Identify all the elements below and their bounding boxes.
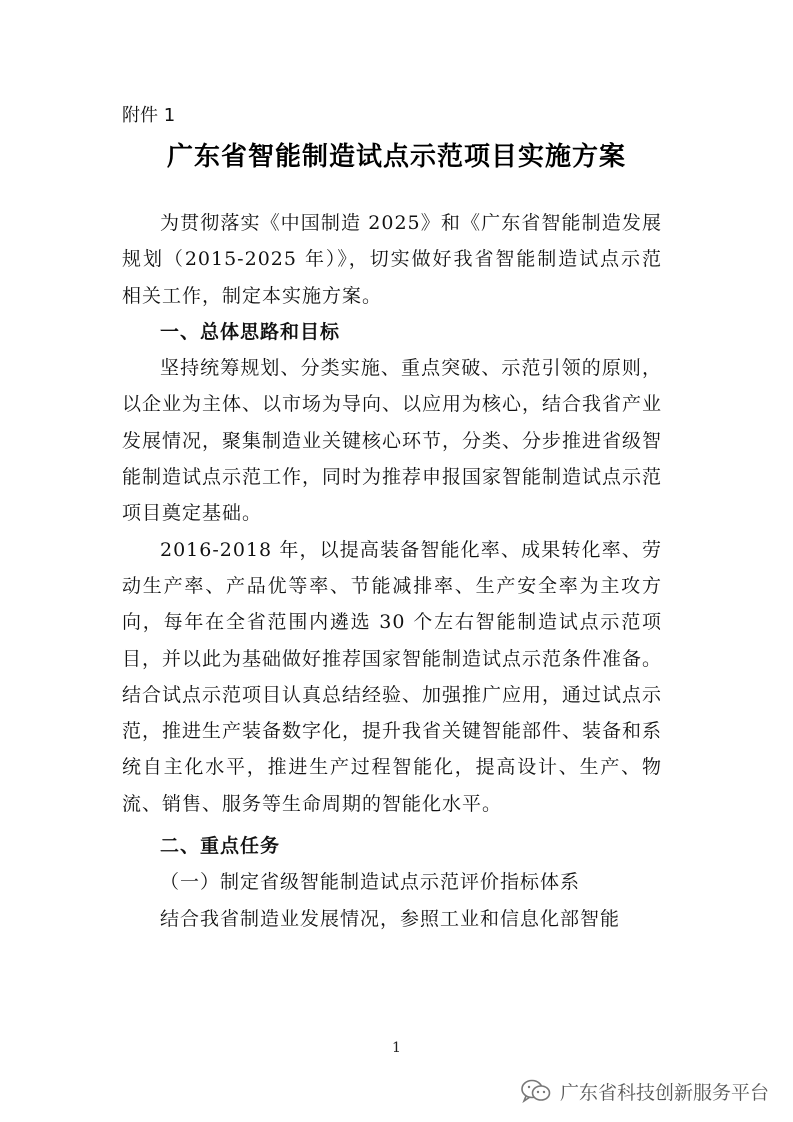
section-heading: 一、总体思路和目标 xyxy=(160,320,341,343)
document-body xyxy=(122,205,662,937)
subsection-heading: （一）制定省级智能制造试点示范评价指标体系 xyxy=(160,871,581,894)
paragraph-principles: 坚持统筹规划、分类实施、重点突破、示范引领的原则，以企业为主体、以市场为导向、以应用为核心，结合我省产业发展情况，聚集制造业关键核心环节，分类、分步推进省级智能制造试点示范工作，同时为推荐申报国家智能制造试点示范项目奠定基础。 xyxy=(122,357,663,525)
wechat-icon xyxy=(520,1078,552,1104)
watermark-text: 广东省科技创新服务平台 xyxy=(559,1081,769,1104)
paragraph-goals: 2016-2018 年，以提高装备智能化率、成果转化率、劳动生产率、产品优等率、节能减排率、生产安全率为主攻方向，每年在全省范围内遴选 30 个左右智能制造试点示范项目，并以此为基础做好推荐国家智能制造试点示范条件准备。结合试点示范项目认真总结经验、加强推广应用，通过试点示范，推进生产装备数字化，提升我省关键智能部件、装备和系统自主化水平，推进生产过程智能化，提高设计、生产、物流、销售、服务等生命周期的智能化水平。 xyxy=(122,538,663,815)
document-title: 广东省智能制造试点示范项目实施方案 xyxy=(166,142,626,172)
attachment-label: 附件 1 xyxy=(122,105,176,126)
page-number: 1 xyxy=(392,1040,401,1056)
paragraph-intro: 为贯彻落实《中国制造 2025》和《广东省智能制造发展规划（2015-2025 年）》，切实做好我省智能制造试点示范相关工作，制定本实施方案。 xyxy=(122,212,662,307)
watermark xyxy=(520,1076,769,1106)
paragraph-task-1: 结合我省制造业发展情况，参照工业和信息化部智能 xyxy=(160,907,621,930)
section-heading: 二、重点任务 xyxy=(160,835,281,858)
